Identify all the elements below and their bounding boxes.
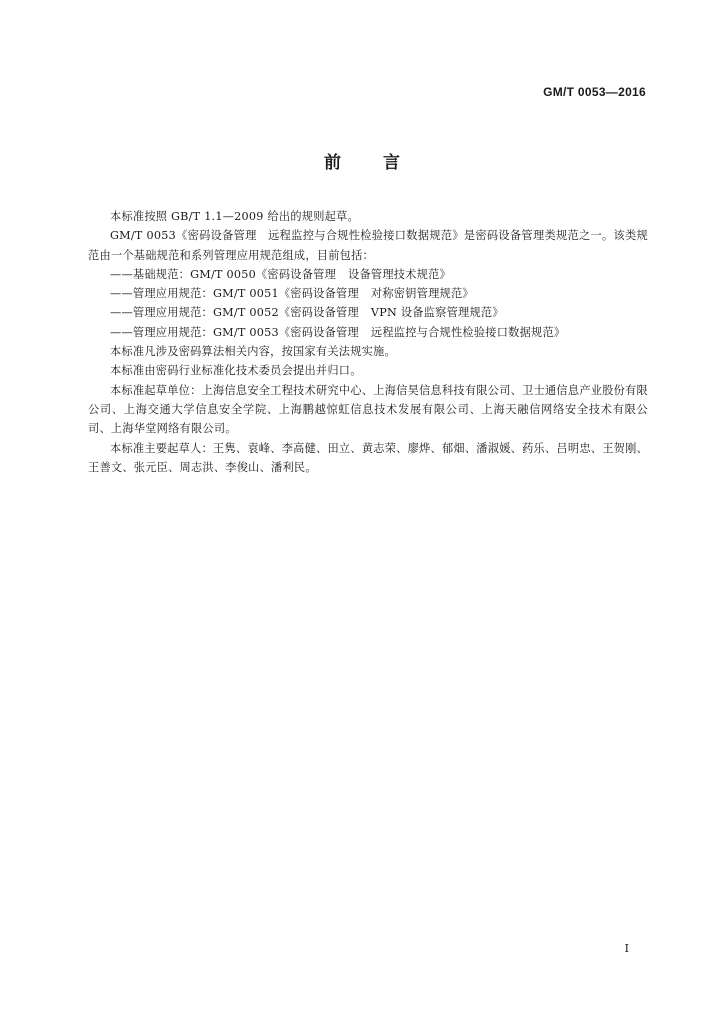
list-item xyxy=(88,284,648,303)
paragraph-series-intro: GM/T 0053《密码设备管理 远程监控与合规性检验接口数据规范》是密码设备管理类规范之一。该类规范由一个基础规范和系列管理应用规范组成，目前包括： xyxy=(88,229,648,262)
list-item xyxy=(88,323,648,342)
list-item-prefix: ——管理应用规范：GM/T 0052《密码设备管理 xyxy=(110,306,359,320)
list-item-prefix: ——管理应用规范：GM/T 0053《密码设备管理 xyxy=(110,325,359,339)
list-item-prefix: ——基础规范：GM/T 0050《密码设备管理 xyxy=(110,267,337,281)
standard-code: GM/T 0053—2016 xyxy=(543,85,646,99)
list-item-suffix: VPN 设备监察管理规范》 xyxy=(370,306,504,320)
page-number: I xyxy=(624,942,629,955)
list-item-suffix: 远程监控与合规性检验接口数据规范》 xyxy=(370,325,566,339)
paragraph-drafting-units: 本标准起草单位：上海信息安全工程技术研究中心、上海信昊信息科技有限公司、卫士通信息产业股份有限公司、上海交通大学信息安全学院、上海鹏越惊虹信息技术发展有限公司、上海天融信网络安全技术有限公司、上海华堂网络有限公司。 xyxy=(88,383,648,436)
list-item-suffix: 对称密钥管理规范》 xyxy=(370,287,474,301)
list-item xyxy=(88,265,648,284)
list-item-prefix: ——管理应用规范：GM/T 0051《密码设备管理 xyxy=(110,287,359,301)
paragraph-proposer: 本标准由密码行业标准化技术委员会提出并归口。 xyxy=(110,364,362,378)
foreword-body xyxy=(88,207,648,477)
paragraph-drafting-rules: 本标准按照 GB/T 1.1—2009 给出的规则起草。 xyxy=(110,210,359,223)
page-title: 前言 xyxy=(324,153,442,173)
list-item-suffix: 设备管理技术规范》 xyxy=(348,267,451,281)
paragraph-drafters: 本标准主要起草人：王隽、袁峰、李高健、田立、黄志荣、廖烨、郁畑、潘淑媛、药乐、吕明忠、王贺刚、王善文、张元臣、周志洪、李俊山、潘利民。 xyxy=(88,441,648,474)
paragraph-crypto-algorithms: 本标准凡涉及密码算法相关内容，按国家有关法规实施。 xyxy=(110,345,396,359)
list-item xyxy=(88,303,648,322)
